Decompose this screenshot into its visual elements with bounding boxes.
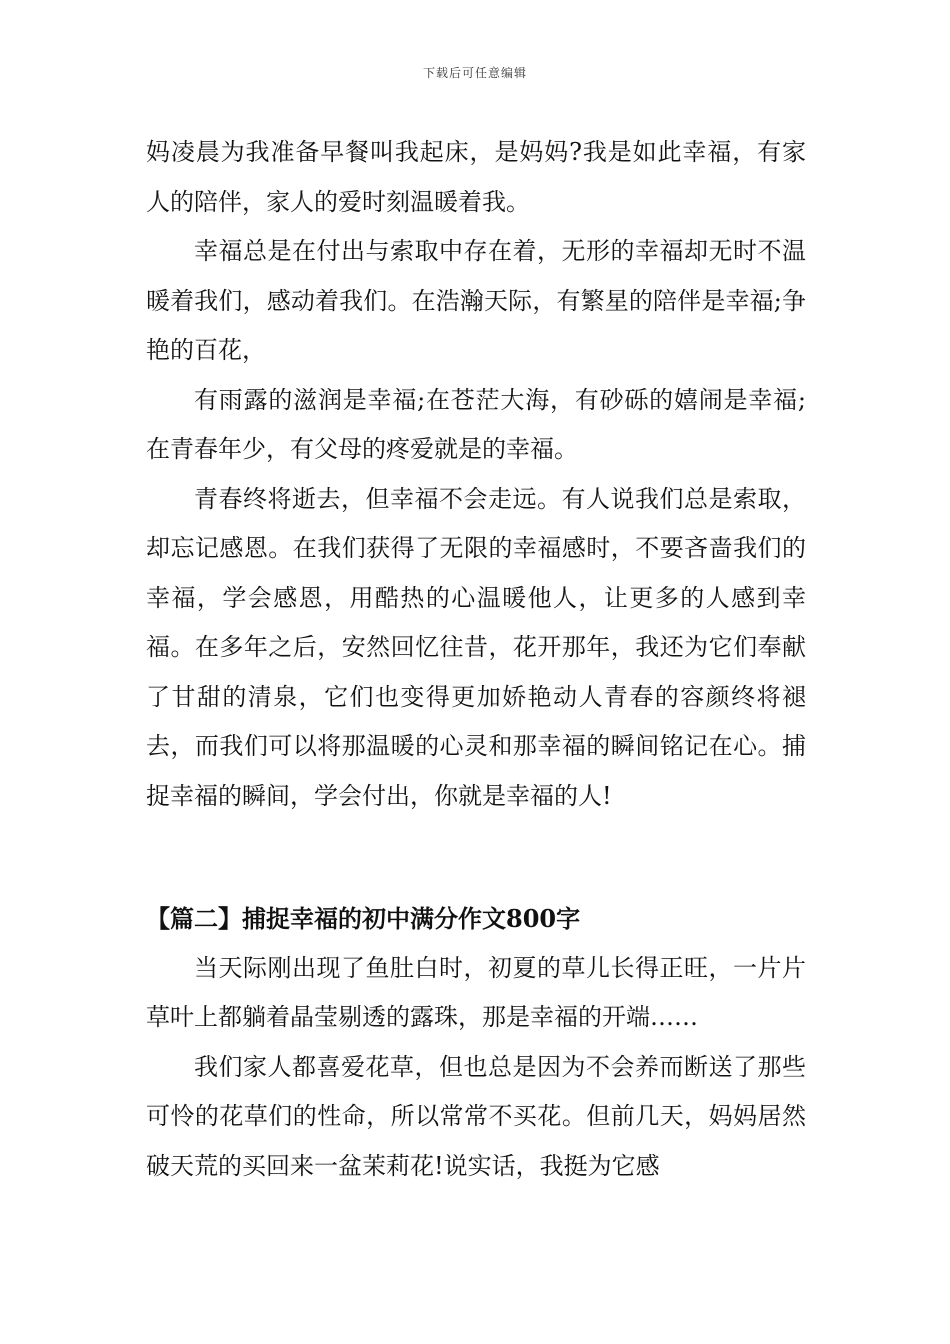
paragraph-1: 妈凌晨为我准备早餐叫我起床，是妈妈?我是如此幸福，有家人的陪伴，家人的爱时刻温暖着我。 <box>146 138 806 216</box>
section-gap <box>146 821 806 894</box>
section-heading: 【篇二】捕捉幸福的初中满分作文800字 <box>146 904 581 933</box>
section2-paragraph-1: 当天际刚出现了鱼肚白时，初夏的草儿长得正旺，一片片草叶上都躺着晶莹剔透的露珠，那是幸福的开端…… <box>146 953 806 1031</box>
paragraph-2: 幸福总是在付出与索取中存在着，无形的幸福却无时不温暖着我们，感动着我们。在浩瀚天际，有繁星的陪伴是幸福;争艳的百花， <box>146 237 806 364</box>
paragraph-4: 青春终将逝去，但幸福不会走远。有人说我们总是索取，却忘记感恩。在我们获得了无限的幸福感时，不要吝啬我们的幸福，学会感恩，用酷热的心温暖他人，让更多的人感到幸福。在多年之后，安然回忆往昔，花开那年，我还为它们奉献了甘甜的清泉，它们也变得更加娇艳动人青春的容颜终将褪去，而我们可以将那温暖的心灵和那幸福的瞬间铭记在心。捕捉幸福的瞬间，学会付出，你就是幸福的人! <box>146 484 806 810</box>
page-header: 下载后可任意编辑 <box>422 66 527 80</box>
section2-paragraph-2: 我们家人都喜爱花草，但也总是因为不会养而断送了那些可怜的花草们的性命，所以常常不买花。但前几天，妈妈居然破天荒的买回来一盆茉莉花!说实话，我挺为它感 <box>146 1052 806 1180</box>
document-body <box>146 128 806 1191</box>
paragraph-3: 有雨露的滋润是幸福;在苍茫大海，有砂砾的嬉闹是幸福;在青春年少，有父母的疼爱就是的幸福。 <box>146 385 806 463</box>
